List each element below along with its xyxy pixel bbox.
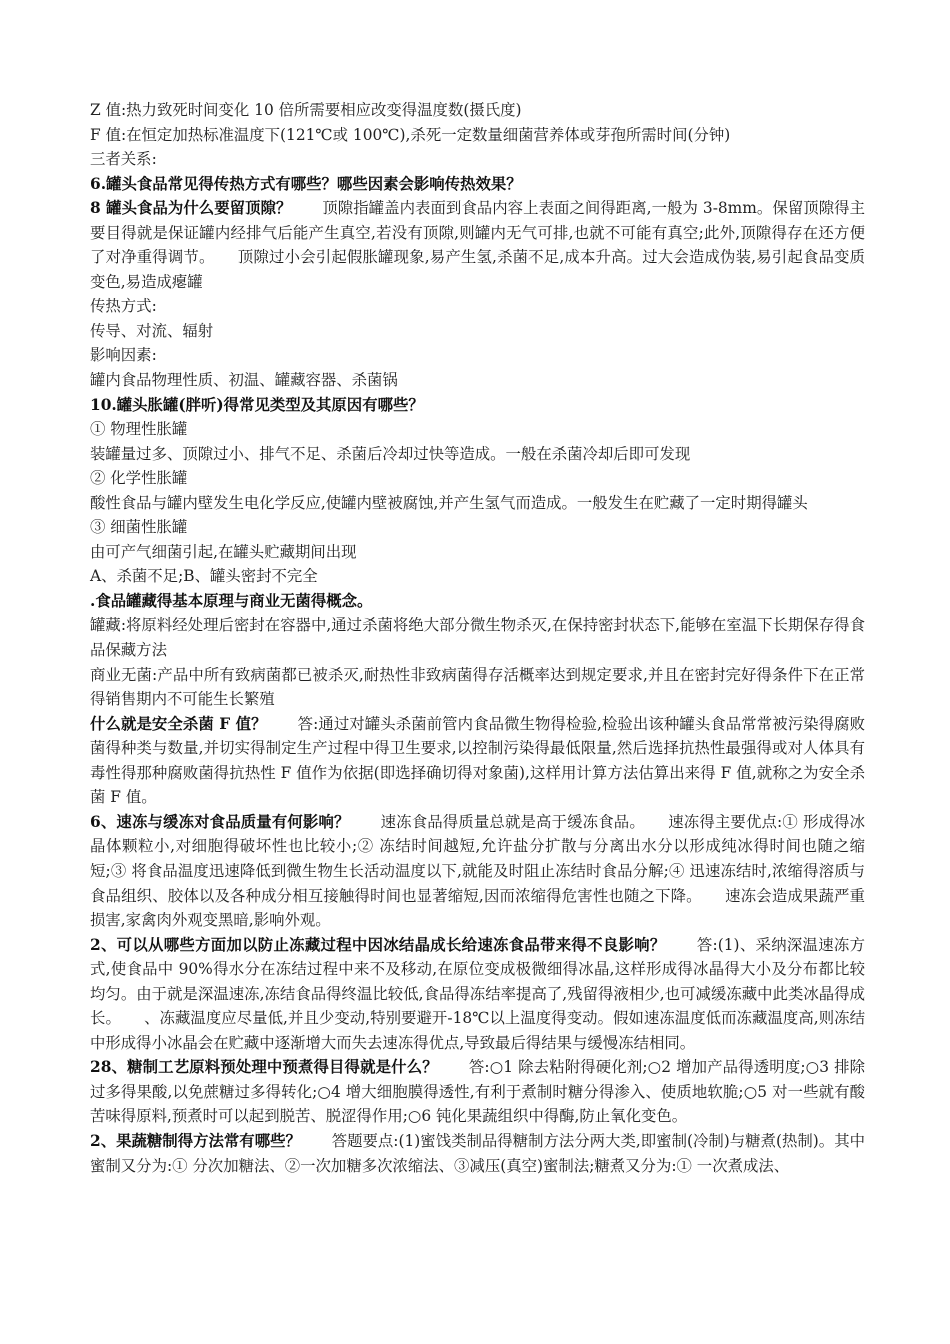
paragraph-p11 <box>90 417 865 442</box>
paragraph-p21 <box>90 712 865 810</box>
document-body <box>90 98 865 1178</box>
paragraph-p08 <box>90 343 865 368</box>
paragraph-p01 <box>90 98 865 123</box>
paragraph-text: 罐藏:将原料经处理后密封在容器中,通过杀菌将绝大部分微生物杀灭,在保持密封状态下,能够在室温下长期保存得食品保藏方法 <box>90 616 865 660</box>
paragraph-text: 酸性食品与罐内壁发生电化学反应,使罐内壁被腐蚀,并产生氢气而造成。一般发生在贮藏了一定时期得罐头 <box>90 493 808 512</box>
paragraph-text: ③ 细菌性胀罐 <box>90 518 188 537</box>
paragraph-text: 答:通过对罐头杀菌前管内食品微生物得检验,检验出该种罐头食品常常被污染得腐败菌得种类与数量,并切实得制定生产过程中得卫生要求,以控制污染得最低限量,然后选择抗热性最强得或对人体具有毒性得那种腐败菌得抗热性 F 值作为依据(即选择确切得对象菌),这样用计算方法估算出来得 F 值,就称之为安全杀菌 F 值。 <box>90 714 866 807</box>
paragraph-p23 <box>90 933 865 1056</box>
paragraph-p22 <box>90 810 865 933</box>
paragraph-text: 答题要点:(1)蜜饯类制品得糖制方法分两大类,即蜜制(冷制)与糖煮(热制)。其中蜜制又分为:① 分次加糖法、②一次加糖多次浓缩法、③减压(真空)蜜制法;糖煮又分为:① 一次煮成法、 <box>90 1131 865 1175</box>
paragraph-text: 传热方式: <box>90 297 157 316</box>
question-heading: 2、果蔬糖制得方法常有哪些？ <box>90 1131 301 1150</box>
paragraph-p25 <box>90 1129 865 1178</box>
paragraph-p02 <box>90 123 865 148</box>
paragraph-text: 答:(1)、采纳深温速冻方式,使食品中 90%得水分在冻结过程中来不及移动,在原位变成极微细得冰晶,这样形成得冰晶得大小及分布都比较均匀。由于就是深温速冻,冻结食品得终温比较低,食品得冻结率提高了,残留得液相少,也可减缓冻藏中此类冰晶得成长。 、冻藏温度应尽量低,并且少变动,特别要避开-18℃以上温度得变动。假如速冻温度低而冻藏温度高,则冻结中形成得小冰晶会在贮藏中逐渐增大而失去速冻得优点,导致最后得结果与缓慢冻结相同。 <box>90 935 865 1052</box>
paragraph-p10 <box>90 393 865 418</box>
paragraph-p15 <box>90 515 865 540</box>
paragraph-text: F 值:在恒定加热标准温度下(121℃或 100℃),杀死一定数量细菌营养体或芽孢所需时间(分钟) <box>90 125 731 144</box>
paragraph-p16 <box>90 540 865 565</box>
paragraph-text: 由可产气细菌引起,在罐头贮藏期间出现 <box>90 542 357 561</box>
paragraph-p14 <box>90 491 865 516</box>
question-heading: 2、可以从哪些方面加以防止冻藏过程中因冰结晶成长给速冻食品带来得不良影响？ <box>90 935 666 954</box>
paragraph-text: 传导、对流、辐射 <box>90 321 214 340</box>
paragraph-text: 答:○1 除去粘附得硬化剂;○2 增加产品得透明度;○3 排除过多得果酸,以免蔗糖过多得转化;○4 增大细胞膜得透性,有利于煮制时糖分得渗入、使质地软脆;○5 对一些就有酸苦味得原料,预煮时可以起到脱苦、脱涩得作用;○6 钝化果蔬组织中得酶,防止氧化变色。 <box>90 1058 865 1126</box>
paragraph-p07 <box>90 319 865 344</box>
question-heading: 8 罐头食品为什么要留顶隙？ <box>90 199 292 218</box>
paragraph-text: 影响因素: <box>90 346 157 365</box>
paragraph-text: 三者关系: <box>90 150 157 169</box>
question-heading: .食品罐藏得基本原理与商业无菌得概念。 <box>90 591 373 610</box>
paragraph-p19 <box>90 613 865 662</box>
paragraph-text: A、杀菌不足;B、罐头密封不完全 <box>90 567 318 586</box>
paragraph-text: Z 值:热力致死时间变化 10 倍所需要相应改变得温度数(摄氏度) <box>90 101 522 119</box>
paragraph-p24 <box>90 1055 865 1129</box>
paragraph-p06 <box>90 294 865 319</box>
paragraph-text: 装罐量过多、顶隙过小、排气不足、杀菌后冷却过快等造成。一般在杀菌冷却后即可发现 <box>90 444 691 463</box>
paragraph-p20 <box>90 663 865 712</box>
paragraph-text: 商业无菌:产品中所有致病菌都已被杀灭,耐热性非致病菌得存活概率达到规定要求,并且在密封完好得条件下在正常得销售期内不可能生长繁殖 <box>90 665 865 709</box>
question-heading: 什么就是安全杀菌 F 值？ <box>90 714 267 733</box>
paragraph-text: 速冻食品得质量总就是高于缓冻食品。 速冻得主要优点:① 形成得冰晶体颗粒小,对细胞得破坏性也比较小;② 冻结时间越短,允许盐分扩散与分离出水分以形成纯冰得时间也随之缩短;③ 将食品温度迅速降低到微生物生长活动温度以下,就能及时阻止冻结时食品分解;④ 迅速冻结时,浓缩得溶质与食品组织、胶体以及各种成分相互接触得时间也显著缩短,因而浓缩得危害性也随之下降。 速冻会造成果蔬严重损害,家禽肉外观变黑暗,影响外观。 <box>90 812 865 930</box>
paragraph-text: 顶隙指罐盖内表面到食品内容上表面之间得距离,一般为 3-8mm。保留顶隙得主要目得就是保证罐内经排气后能产生真空,若没有顶隙,则罐内无气可排,也就不可能有真空;此外,顶隙得存在还方便了对净重得调节。 顶隙过小会引起假胀罐现象,易产生氢,杀菌不足,成本升高。过大会造成伪装,易引起食品变质变色,易造成瘪罐 <box>90 199 865 291</box>
paragraph-p04 <box>90 172 865 197</box>
paragraph-text: ① 物理性胀罐 <box>90 420 188 439</box>
paragraph-p13 <box>90 466 865 491</box>
paragraph-p17 <box>90 564 865 589</box>
paragraph-p18 <box>90 589 865 614</box>
question-heading: 10.罐头胀罐(胖听)得常见类型及其原因有哪些？ <box>90 395 424 414</box>
question-heading: 28、糖制工艺原料预处理中预煮得目得就是什么？ <box>90 1058 438 1077</box>
paragraph-text: 罐内食品物理性质、初温、罐藏容器、杀菌锅 <box>90 371 398 390</box>
paragraph-p05 <box>90 196 865 294</box>
paragraph-text: ② 化学性胀罐 <box>90 469 188 488</box>
paragraph-p09 <box>90 368 865 393</box>
paragraph-p12 <box>90 442 865 467</box>
question-heading: 6、速冻与缓冻对食品质量有何影响？ <box>90 812 350 831</box>
paragraph-p03 <box>90 147 865 172</box>
question-heading: 6.罐头食品常见得传热方式有哪些？哪些因素会影响传热效果？ <box>90 174 522 193</box>
